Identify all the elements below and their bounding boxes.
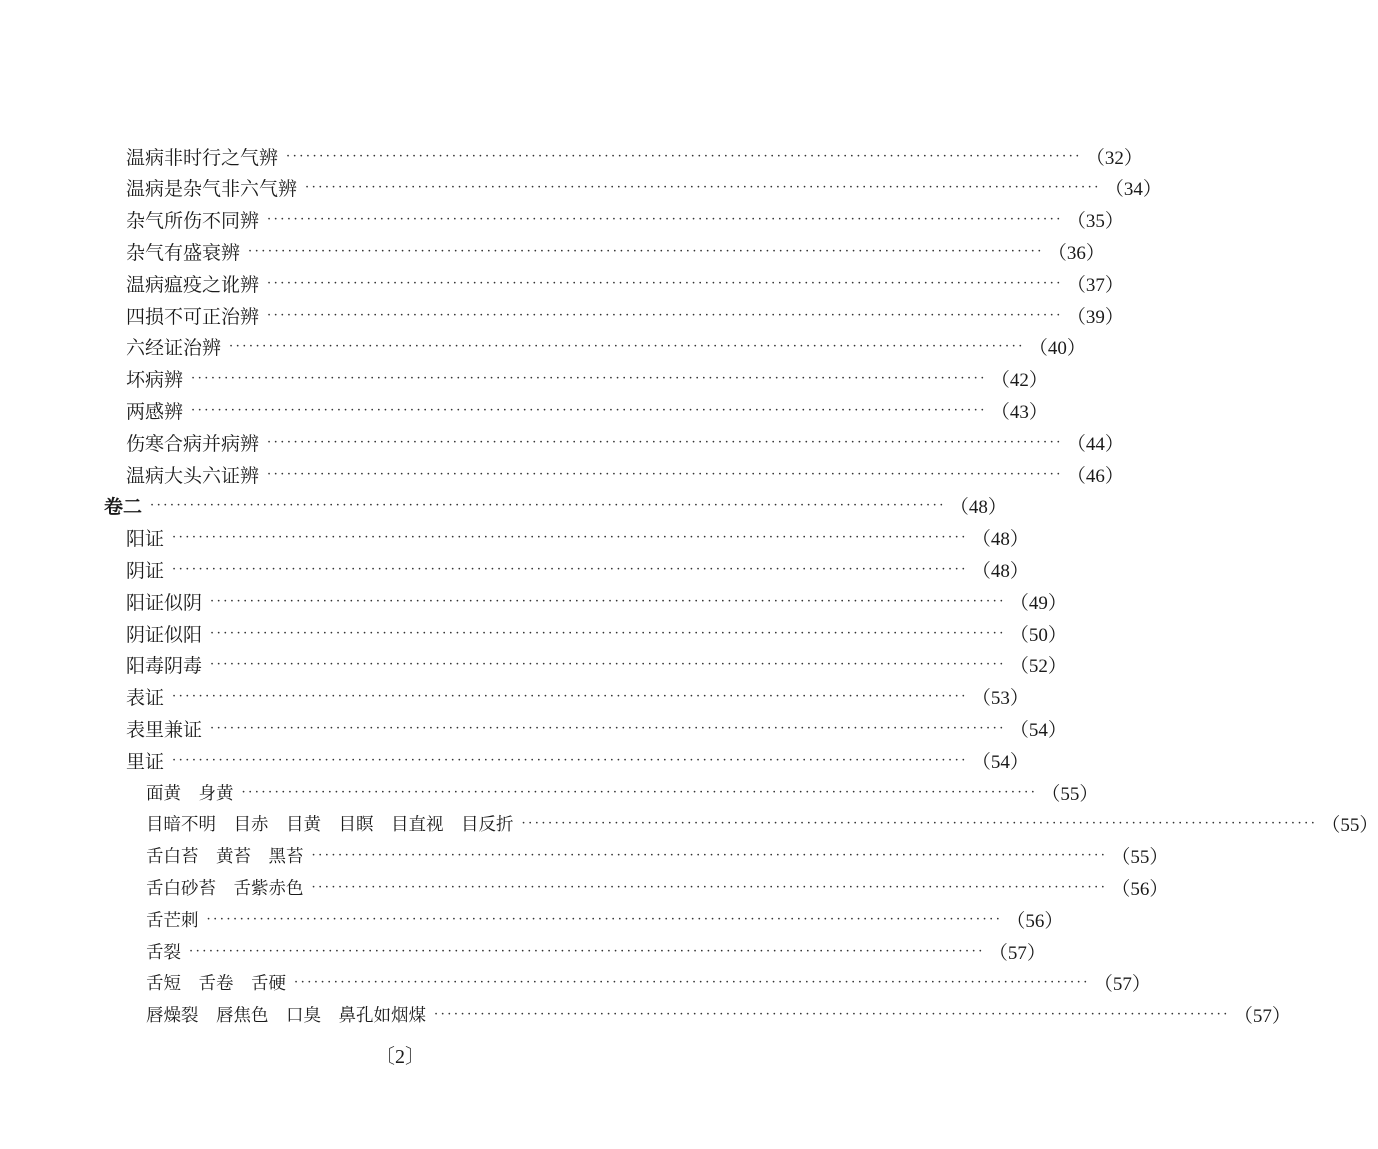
dot-leader: ························································································································ <box>206 911 1003 927</box>
dot-leader: ························································································································ <box>150 498 946 514</box>
entry-page-number: （48） <box>971 560 1029 582</box>
dot-leader: ························································································································ <box>172 689 968 705</box>
entry-title: 阳证似阴 <box>126 591 203 614</box>
toc-entry <box>146 903 1064 935</box>
entry-page-number: （40） <box>1028 338 1086 360</box>
dot-leader: ························································································································ <box>241 784 1038 800</box>
toc-entry <box>146 840 1169 872</box>
toc-entry <box>126 331 1086 363</box>
entry-page-number: （55） <box>1041 783 1099 805</box>
page-number: 〔2〕 <box>375 1046 425 1068</box>
dot-leader: ························································································································ <box>267 466 1063 482</box>
entry-page-number: （36） <box>1047 242 1105 264</box>
entry-title: 表里兼证 <box>126 718 203 741</box>
entry-title: 舌短 舌卷 舌硬 <box>146 974 286 995</box>
entry-page-number: （32） <box>1085 147 1143 169</box>
toc-entry <box>146 808 1378 840</box>
dot-leader: ························································································································ <box>248 243 1044 259</box>
entry-page-number: （39） <box>1066 306 1124 328</box>
entry-page-number: （46） <box>1066 465 1124 487</box>
entry-page-number: （42） <box>990 370 1048 392</box>
entry-page-number: （53） <box>971 688 1029 710</box>
dot-leader: ························································································································ <box>210 657 1006 673</box>
entry-page-number: （57） <box>1093 974 1151 996</box>
dot-leader: ························································································································ <box>172 561 968 577</box>
entry-title: 舌白砂苔 舌紫赤色 <box>146 878 304 899</box>
dot-leader: ························································································································ <box>191 402 987 418</box>
toc-entry <box>126 394 1048 426</box>
entry-page-number: （50） <box>1009 624 1067 646</box>
dot-leader: ························································································································ <box>521 816 1318 832</box>
dot-leader: ························································································································ <box>191 371 987 387</box>
dot-leader: ························································································································ <box>267 307 1063 323</box>
toc-entry <box>146 776 1099 808</box>
entry-title: 表证 <box>126 687 165 710</box>
entry-page-number: （54） <box>1009 719 1067 741</box>
entry-page-number: （56） <box>1006 910 1064 932</box>
dot-leader: ························································································································ <box>267 212 1063 228</box>
entry-page-number: （49） <box>1009 592 1067 614</box>
dot-leader: ························································································································ <box>311 848 1108 864</box>
dot-leader: ························································································································ <box>210 720 1006 736</box>
toc-entry <box>146 935 1046 967</box>
toc-entry <box>146 967 1151 999</box>
entry-title: 里证 <box>126 750 165 773</box>
entry-title: 温病瘟疫之讹辨 <box>126 273 260 296</box>
entry-title: 阳证 <box>126 528 165 551</box>
toc-entry <box>146 999 1291 1031</box>
toc-entry <box>126 235 1105 267</box>
entry-title: 温病非时行之气辨 <box>126 146 279 169</box>
entry-page-number: （52） <box>1009 656 1067 678</box>
entry-title: 目暗不明 目赤 目黄 目瞑 目直视 目反折 <box>146 815 514 836</box>
toc-entry <box>126 744 1029 776</box>
entry-page-number: （34） <box>1104 179 1162 201</box>
entry-title: 两感辨 <box>126 400 184 423</box>
entry-title: 舌芒刺 <box>146 910 199 931</box>
entry-page-number: （55） <box>1111 847 1169 869</box>
dot-leader: ························································································································ <box>286 148 1082 164</box>
toc-entry <box>126 204 1124 236</box>
toc-entry <box>126 458 1124 490</box>
toc-entry <box>126 649 1067 681</box>
entry-title: 阳毒阴毒 <box>126 655 203 678</box>
entry-title: 阴证 <box>126 559 165 582</box>
dot-leader: ························································································································ <box>229 339 1025 355</box>
entry-page-number: （54） <box>971 751 1029 773</box>
entry-title: 杂气所伤不同辨 <box>126 210 260 233</box>
toc-entry <box>146 871 1169 903</box>
entry-title: 阴证似阳 <box>126 623 203 646</box>
entry-page-number: （43） <box>990 401 1048 423</box>
toc-entry <box>126 140 1143 172</box>
entry-title: 唇燥裂 唇焦色 口臭 鼻孔如烟煤 <box>146 1006 426 1027</box>
dot-leader: ························································································································ <box>172 530 968 546</box>
entry-title: 舌裂 <box>146 942 181 963</box>
volume-title: 卷二 <box>104 496 143 519</box>
toc-entry <box>126 712 1067 744</box>
toc-entry <box>126 363 1048 395</box>
toc-entry <box>126 426 1124 458</box>
dot-leader: ························································································································ <box>189 943 985 959</box>
dot-leader: ························································································································ <box>305 180 1101 196</box>
entry-title: 舌白苔 黄苔 黑苔 <box>146 847 304 868</box>
dot-leader: ························································································································ <box>311 879 1108 895</box>
toc-entry <box>126 585 1067 617</box>
entry-title: 杂气有盛衰辨 <box>126 241 241 264</box>
entry-title: 四损不可正治辨 <box>126 305 260 328</box>
toc-entry <box>126 617 1067 649</box>
entry-page-number: （48） <box>949 497 1007 519</box>
entry-page-number: （55） <box>1321 815 1378 837</box>
toc-entry <box>126 553 1029 585</box>
entry-page-number: （37） <box>1066 274 1124 296</box>
entry-title: 温病是杂气非六气辨 <box>126 178 298 201</box>
dot-leader: ························································································································ <box>210 593 1006 609</box>
toc-entry <box>126 522 1029 554</box>
dot-leader: ························································································································ <box>434 1007 1230 1023</box>
entry-page-number: （56） <box>1111 878 1169 900</box>
entry-title: 温病大头六证辨 <box>126 464 260 487</box>
toc-entry <box>126 299 1124 331</box>
dot-leader: ························································································································ <box>267 434 1063 450</box>
entry-title: 六经证治辨 <box>126 337 222 360</box>
entry-title: 伤寒合病并病辨 <box>126 432 260 455</box>
entry-page-number: （57） <box>1233 1006 1291 1028</box>
entry-page-number: （48） <box>971 529 1029 551</box>
toc-entry <box>126 267 1124 299</box>
entry-page-number: （57） <box>988 942 1046 964</box>
toc-entry <box>126 172 1162 204</box>
toc-entry <box>104 490 1007 522</box>
dot-leader: ························································································································ <box>172 752 968 768</box>
toc-entry <box>126 681 1029 713</box>
entry-title: 面黄 身黄 <box>146 783 234 804</box>
dot-leader: ························································································································ <box>294 975 1090 991</box>
dot-leader: ························································································································ <box>210 625 1006 641</box>
entry-title: 坏病辨 <box>126 369 184 392</box>
entry-page-number: （35） <box>1066 211 1124 233</box>
dot-leader: ························································································································ <box>267 275 1063 291</box>
entry-page-number: （44） <box>1066 433 1124 455</box>
